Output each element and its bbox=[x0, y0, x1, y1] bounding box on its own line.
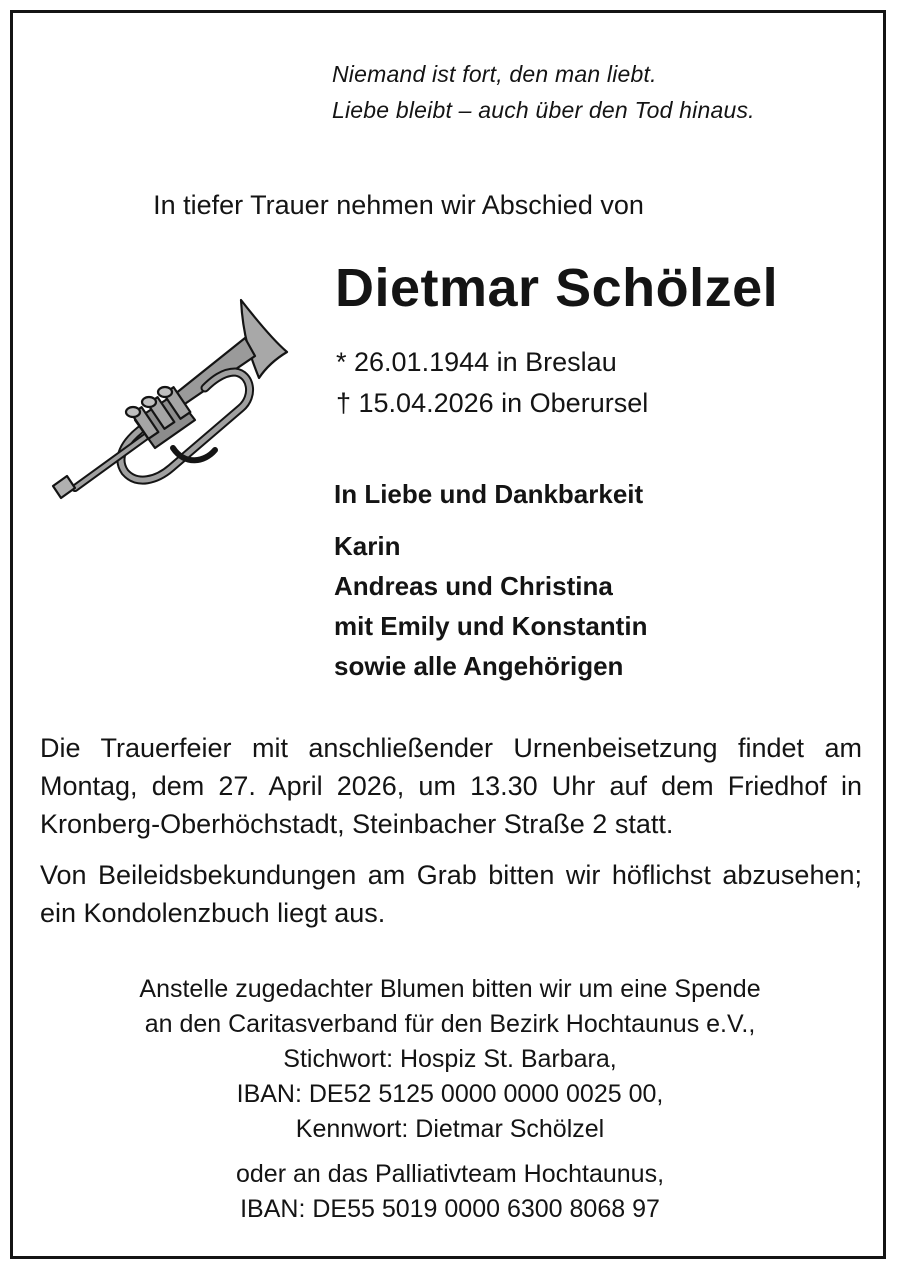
donation-line: Anstelle zugedachter Blumen bitten wir um eine Spende bbox=[139, 975, 761, 1003]
donation-line: oder an das Palliativteam Hochtaunus, bbox=[235, 1160, 665, 1188]
mourner-name: Karin bbox=[334, 531, 401, 561]
intro-text: In tiefer Trauer nehmen wir Abschied von bbox=[153, 190, 644, 220]
donation-line: IBAN: DE52 5125 0000 0000 0025 00, bbox=[236, 1080, 664, 1108]
motto-line-1: Niemand ist fort, den man liebt. bbox=[332, 61, 657, 87]
donation-line: IBAN: DE55 5019 0000 6300 8068 97 bbox=[240, 1195, 660, 1223]
donation-line: an den Caritasverband für den Bezirk Hochtaunus e.V., bbox=[144, 1010, 756, 1038]
ceremony-paragraph: Die Trauerfeier mit anschließender Urnenbeisetzung findet am Montag, dem 27. April 2026, um 13.30 Uhr auf dem Friedhof in Kronberg-Oberhöchstadt, Steinbacher Straße 2 statt. bbox=[40, 733, 862, 839]
donation-block bbox=[0, 972, 900, 1227]
donation-line: Stichwort: Hospiz St. Barbara, bbox=[283, 1045, 617, 1073]
condolence-paragraph: Von Beileidsbekundungen am Grab bitten wir höflichst abzusehen; ein Kondolenzbuch liegt aus. bbox=[40, 860, 862, 928]
mourners-block bbox=[334, 474, 647, 686]
life-dates bbox=[336, 342, 648, 424]
motto-quote bbox=[332, 56, 755, 128]
trumpet-icon bbox=[45, 290, 295, 500]
mourners-lead: In Liebe und Dankbarkeit bbox=[334, 479, 644, 509]
birth-date: * 26.01.1944 in Breslau bbox=[336, 347, 617, 377]
deceased-name: Dietmar Schölzel bbox=[335, 258, 779, 318]
death-date: † 15.04.2026 in Oberursel bbox=[336, 388, 649, 418]
donation-line: Kennwort: Dietmar Schölzel bbox=[295, 1115, 605, 1143]
mourner-name: sowie alle Angehörigen bbox=[334, 651, 624, 681]
donation-spacer bbox=[0, 1147, 900, 1157]
motto-line-2: Liebe bleibt – auch über den Tod hinaus. bbox=[332, 97, 755, 123]
mourner-name: mit Emily und Konstantin bbox=[334, 611, 648, 641]
mourner-name: Andreas und Christina bbox=[334, 571, 613, 601]
